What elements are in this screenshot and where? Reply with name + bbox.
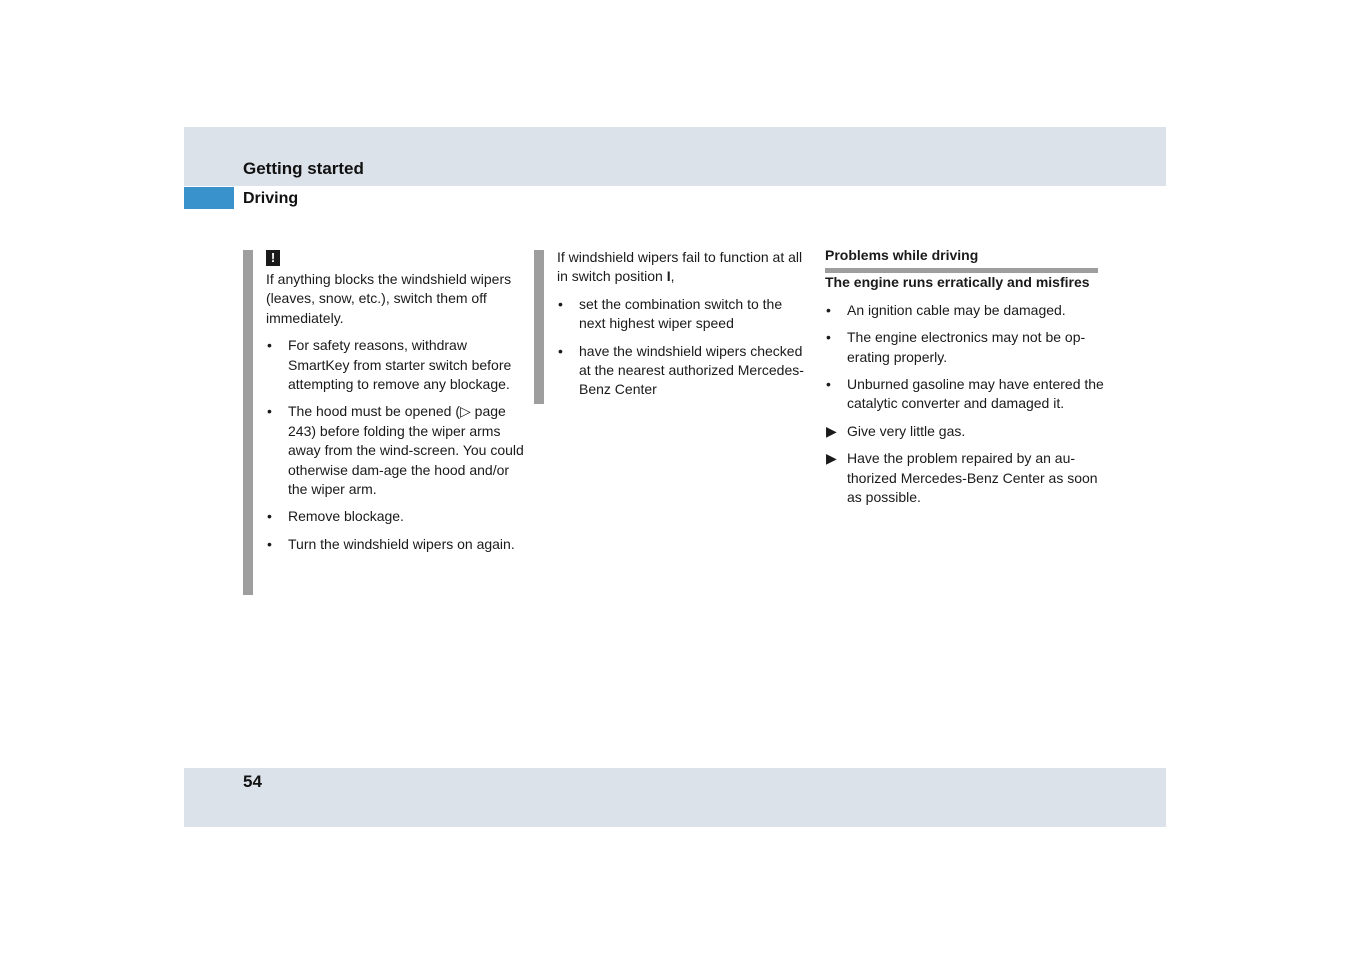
bullet-icon: •: [267, 535, 272, 552]
list-item: [825, 328, 1107, 367]
bullet-icon: •: [826, 301, 831, 318]
list-item: [825, 301, 1107, 320]
warning-column-1: [266, 248, 528, 554]
list-item: [825, 375, 1107, 414]
section-title: Getting started: [243, 159, 364, 178]
list-item-text: Remove blockage.: [288, 508, 404, 525]
list-item-text: Turn the windshield wipers on again.: [288, 535, 515, 552]
footer-band: [184, 768, 1166, 827]
action-step-text: Have the problem repaired by an au-thorized Mercedes-Benz Center as soon as possible.: [847, 450, 1098, 506]
switch-position: I: [666, 268, 671, 285]
list-item: [266, 336, 528, 394]
list-item-text: The engine electronics may not be op-erating properly.: [847, 329, 1086, 365]
arrow-icon: ▶: [826, 450, 837, 467]
intro-suffix: ,: [670, 268, 675, 285]
action-step: [825, 422, 1107, 441]
list-item-text: An ignition cable may be damaged.: [847, 301, 1066, 318]
action-step-text: Give very little gas.: [847, 422, 966, 439]
bullet-icon: •: [267, 337, 272, 354]
warning-intro: [557, 248, 809, 287]
problem-subheading: The engine runs erratically and misfires: [825, 274, 1090, 291]
warning-icon: !: [266, 250, 280, 266]
warning-column-2: [557, 248, 809, 400]
bullet-icon: •: [558, 342, 563, 359]
bullet-icon: •: [267, 403, 272, 420]
list-item-text: have the windshield wipers checked at the nearest authorized Mercedes-Benz Center: [579, 342, 804, 398]
warning-bar: [243, 250, 253, 595]
section-marker-tab: [184, 187, 234, 209]
list-item-text: set the combination switch to the next highest wiper speed: [579, 295, 783, 332]
action-step: [825, 449, 1107, 507]
list-item-text: For safety reasons, withdraw SmartKey from starter switch before attempting to remove any blockage.: [288, 337, 512, 393]
warning-list: [557, 295, 809, 400]
problems-heading: Problems while driving: [825, 246, 1098, 273]
list-item: [266, 507, 528, 526]
list-item: [266, 535, 528, 554]
warning-list: [266, 336, 528, 554]
subsection-title: Driving: [243, 190, 299, 207]
list-item: [266, 402, 528, 499]
intro-text: If windshield wipers fail to function at all in switch position: [557, 249, 803, 285]
bullet-icon: •: [558, 295, 563, 312]
arrow-icon: ▶: [826, 422, 837, 439]
list-item-text: The hood must be opened (▷ page 243) before folding the wiper arms away from the wind-screen. You could otherwise dam-age the hood and/or the wiper arm.: [288, 403, 524, 498]
list-item: [557, 295, 809, 334]
problem-list: [825, 301, 1107, 508]
bullet-icon: •: [826, 329, 831, 346]
bullet-icon: •: [826, 376, 831, 393]
bullet-icon: •: [267, 508, 272, 525]
warning-bar: [534, 250, 544, 404]
list-item-text: Unburned gasoline may have entered the catalytic converter and damaged it.: [847, 376, 1104, 412]
warning-intro: If anything blocks the windshield wipers (leaves, snow, etc.), switch them off immediately.: [266, 271, 512, 326]
problems-column: [825, 246, 1107, 507]
page-number: 54: [243, 772, 262, 791]
list-item: [557, 342, 809, 400]
